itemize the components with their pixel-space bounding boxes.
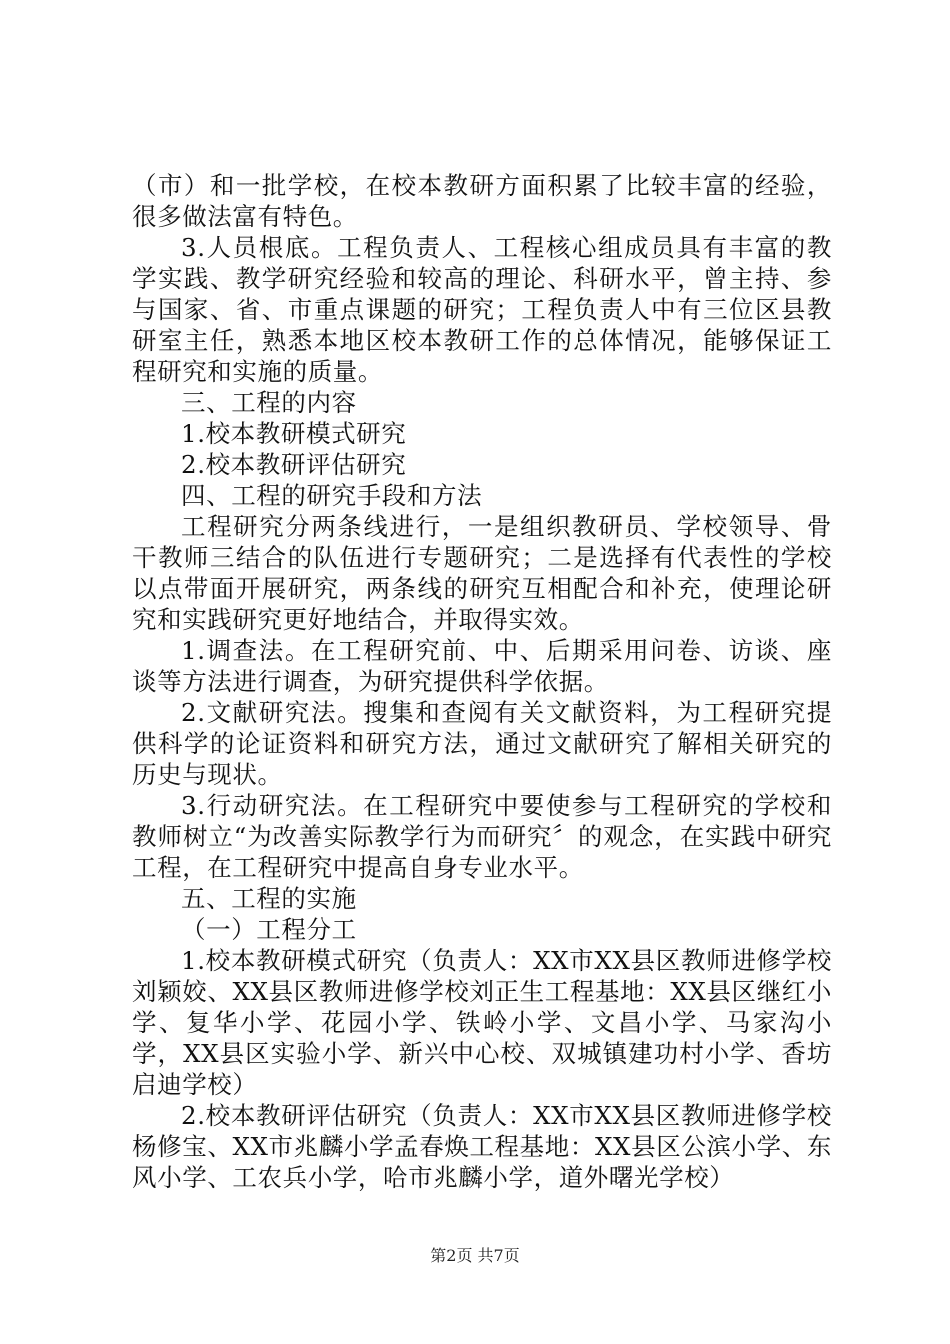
paragraph-action-research: 3.行动研究法。在工程研究中要使参与工程研究的学校和教师树立“为改善实际教学行为而研究〞的观念，在实践中研究工程，在工程研究中提高自身专业水平。 xyxy=(132,791,832,882)
paragraph-survey-method: 1.调查法。在工程研究前、中、后期采用问卷、访谈、座谈等方法进行调查，为研究提供科学依据。 xyxy=(132,636,832,696)
section-heading-methods: 四、工程的研究手段和方法 xyxy=(181,481,483,510)
paragraph-literature-method: 2.文献研究法。搜集和查阅有关文献资料，为工程研究提供科学的论证资料和研究方法，通过文献研究了解相关研究的历史与现状。 xyxy=(132,698,832,789)
paragraph-two-lines: 工程研究分两条线进行，一是组织教研员、学校领导、骨干教师三结合的队伍进行专题研究；二是选择有代表性的学校以点带面开展研究，两条线的研究互相配合和补充，使理论研究和实践研究更好地结合，并取得实效。 xyxy=(132,512,832,634)
list-item-model-research: 1.校本教研模式研究 xyxy=(181,419,407,448)
section-heading-implementation: 五、工程的实施 xyxy=(181,884,357,913)
subheading-division: （一）工程分工 xyxy=(181,915,357,944)
section-heading-content: 三、工程的内容 xyxy=(181,388,357,417)
paragraph-personnel-basis: 3.人员根底。工程负责人、工程核心组成员具有丰富的教学实践、教学研究经验和较高的理论、科研水平，曾主持、参与国家、省、市重点课题的研究；工程负责人中有三位区县教研室主任，熟悉本地区校本教研工作的总体情况，能够保证工程研究和实施的质量。 xyxy=(132,233,832,386)
document-body xyxy=(132,170,832,1193)
paragraph-continuation: （市）和一批学校，在校本教研方面积累了比较丰富的经验，很多做法富有特色。 xyxy=(132,171,832,231)
paragraph-evaluation-research-detail: 2.校本教研评估研究（负责人：XX市XX县区教师进修学校杨修宝、XX市兆麟小学孟春焕工程基地：XX县区公滨小学、东风小学、工农兵小学，哈市兆麟小学，道外曙光学校） xyxy=(132,1101,832,1192)
page-footer: 第2页 共7页 xyxy=(430,1246,520,1265)
paragraph-model-research-detail: 1.校本教研模式研究（负责人：XX市XX县区教师进修学校刘颖姣、XX县区教师进修学校刘正生工程基地：XX县区继红小学、复华小学、花园小学、铁岭小学、文昌小学、马家沟小学，XX县区实验小学、新兴中心校、双城镇建功村小学、香坊启迪学校） xyxy=(132,946,832,1099)
list-item-evaluation-research: 2.校本教研评估研究 xyxy=(181,450,407,479)
